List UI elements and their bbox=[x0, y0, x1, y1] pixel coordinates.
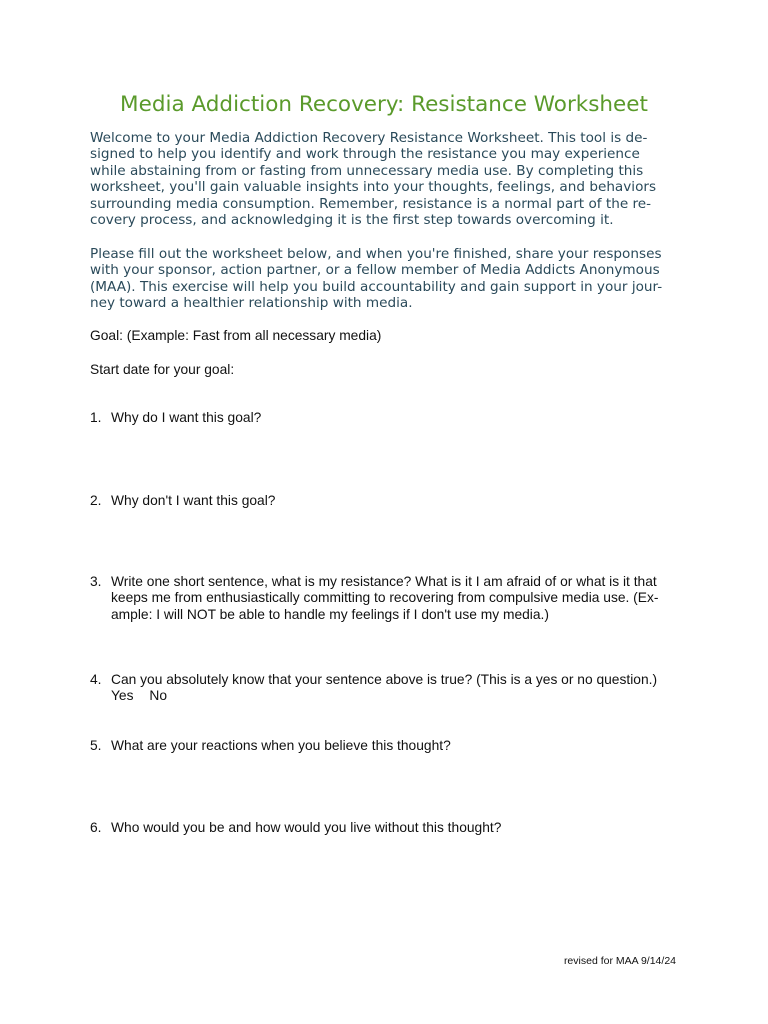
yes-no-options bbox=[111, 688, 671, 704]
question-text bbox=[111, 574, 671, 623]
intro-line: surrounding media consumption. Remember, resistance is a normal part of the re- bbox=[90, 195, 652, 212]
intro-line: with your sponsor, action partner, or a fellow member of Media Addicts Anonymous bbox=[90, 262, 660, 279]
option-no[interactable]: No bbox=[149, 688, 167, 704]
intro-line: Please fill out the worksheet below, and when you're finished, share your responses bbox=[90, 246, 662, 262]
goal-label: Goal: (Example: Fast from all necessary media) bbox=[90, 328, 382, 343]
question-number: 1. bbox=[90, 410, 102, 425]
question-number: 4. bbox=[90, 672, 102, 687]
question-line: ample: I will NOT be able to handle my feelings if I don't use my media.) bbox=[111, 606, 549, 622]
question-number: 6. bbox=[90, 820, 102, 835]
question-number: 5. bbox=[90, 738, 102, 753]
question-number: 2. bbox=[90, 493, 102, 508]
question-line: Write one short sentence, what is my resistance? What is it I am afraid of or what is it that bbox=[111, 574, 657, 589]
option-yes[interactable]: Yes bbox=[111, 688, 134, 704]
question-line: keeps me from enthusiastically committing to recovering from compulsive media use. (Ex- bbox=[111, 590, 659, 606]
question-text bbox=[111, 410, 671, 426]
question-text bbox=[111, 738, 671, 754]
question-text bbox=[111, 672, 671, 705]
intro-line: while abstaining from or fasting from unnecessary media use. By completing this bbox=[90, 162, 644, 179]
start-date-label: Start date for your goal: bbox=[90, 362, 235, 377]
intro-paragraph-1 bbox=[90, 130, 690, 228]
page-title: Media Addiction Recovery: Resistance Worksheet bbox=[120, 92, 648, 117]
intro-line: covery process, and acknowledging it is the first step towards overcoming it. bbox=[90, 212, 614, 229]
intro-line: ney toward a healthier relationship with media. bbox=[90, 295, 413, 312]
intro-line: (MAA). This exercise will help you build accountability and gain support in your jour- bbox=[90, 278, 663, 295]
question-line: Who would you be and how would you live without this thought? bbox=[111, 820, 502, 835]
question-line: Why do I want this goal? bbox=[111, 410, 262, 425]
question-text bbox=[111, 493, 671, 509]
question-line: Why don't I want this goal? bbox=[111, 493, 276, 508]
question-line: What are your reactions when you believe this thought? bbox=[111, 738, 451, 753]
intro-line: worksheet, you'll gain valuable insights into your thoughts, feelings, and behaviors bbox=[90, 179, 657, 196]
revision-footer: revised for MAA 9/14/24 bbox=[563, 955, 676, 967]
intro-paragraph-2 bbox=[90, 246, 690, 312]
intro-line: signed to help you identify and work through the resistance you may experience bbox=[90, 146, 640, 163]
question-line: Can you absolutely know that your sentence above is true? (This is a yes or no question.) bbox=[111, 672, 658, 687]
question-number: 3. bbox=[90, 574, 102, 589]
intro-line: Welcome to your Media Addiction Recovery Resistance Worksheet. This tool is de- bbox=[90, 130, 648, 146]
question-text bbox=[111, 820, 671, 836]
